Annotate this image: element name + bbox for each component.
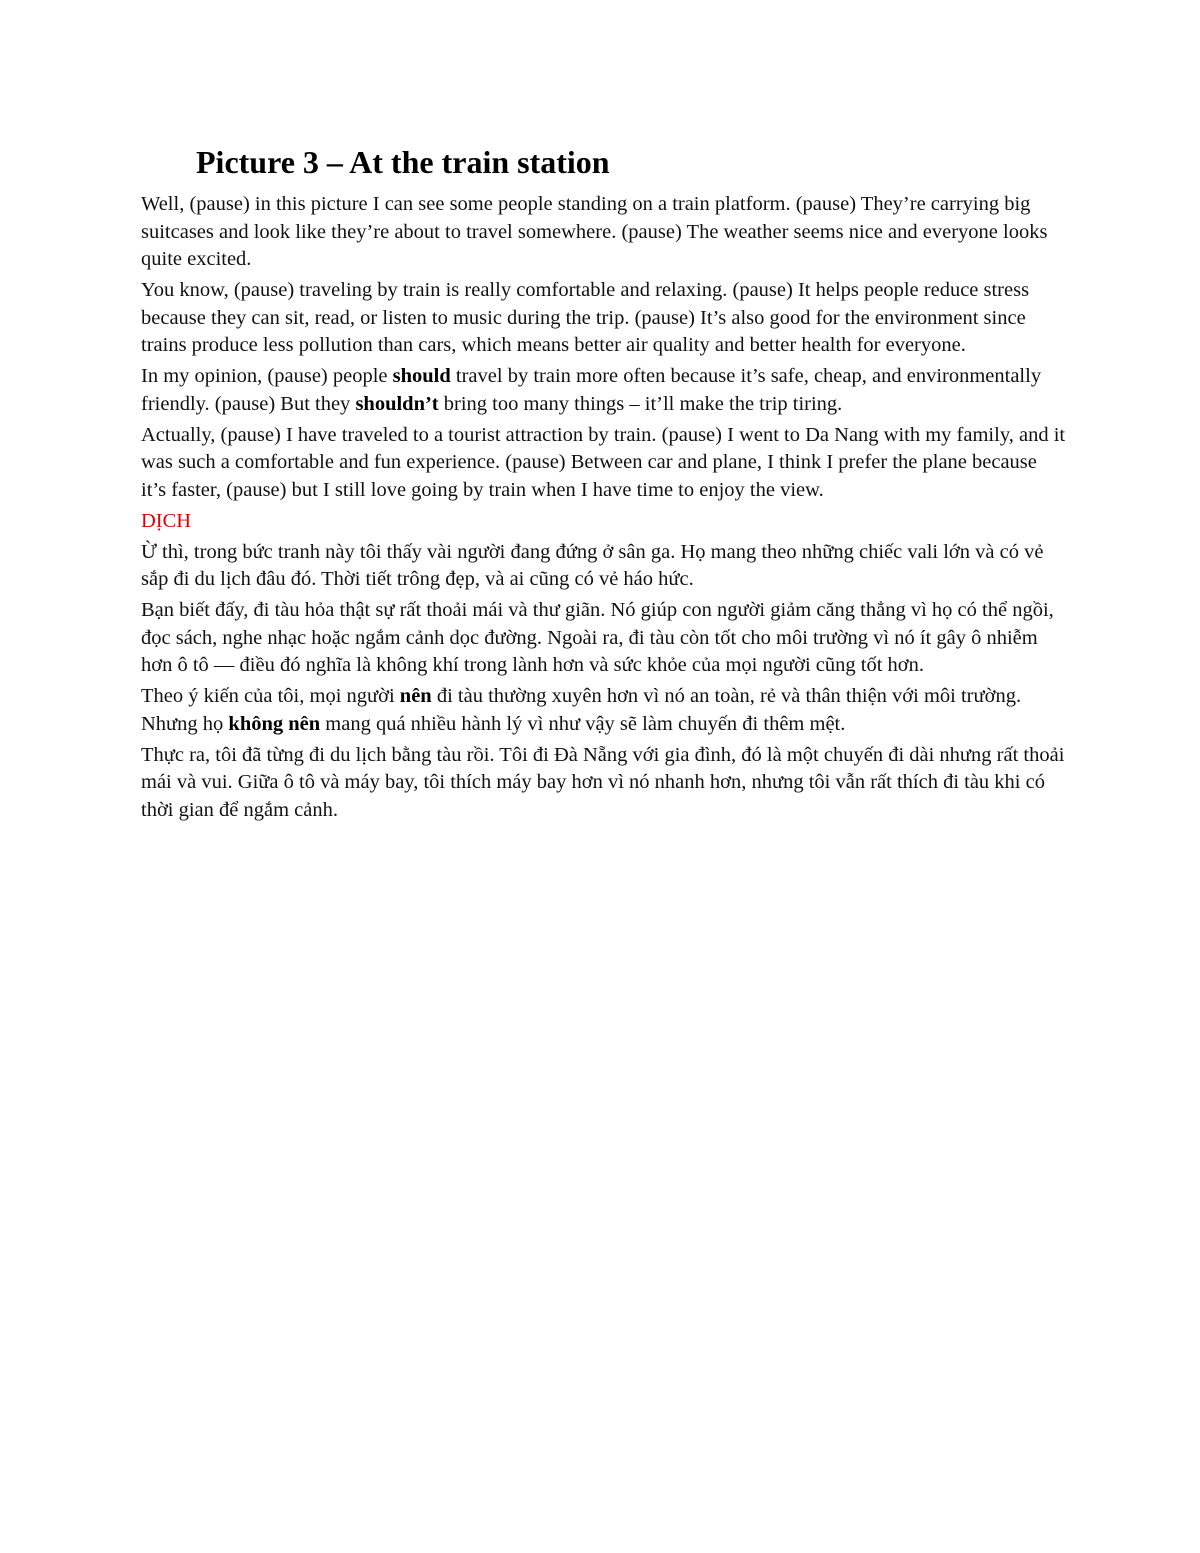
bold-nen: nên <box>399 685 432 707</box>
bold-should: should <box>392 365 451 387</box>
document-body <box>141 143 1066 828</box>
english-paragraph-4: Actually, (pause) I have traveled to a tourist attraction by train. (pause) I went to Da Nang with my family, and it was such a comfortable and fun experience. (pause) Between car and plane, I think I prefer the plane because it’s faster, (pause) but I still love going by train when I have time to enjoy the view. <box>141 423 1066 501</box>
translation-heading: DỊCH <box>141 509 192 532</box>
bold-shouldnt: shouldn’t <box>355 392 439 415</box>
vietnamese-paragraph-4: Thực ra, tôi đã từng đi du lịch bằng tàu rồi. Tôi đi Đà Nẵng với gia đình, đó là một chuyến đi dài nhưng rất thoải mái và vui. Giữa ô tô và máy bay, tôi thích máy bay hơn vì nó nhanh hơn, nhưng tôi vẫn rất thích đi tàu khi có thời gian để ngắm cảnh. <box>141 743 1065 821</box>
paragraph-text: mang quá nhiều hành lý vì như vậy sẽ làm chuyến đi thêm mệt. <box>320 712 846 735</box>
paragraph-text: đi tàu thường xuyên hơn vì nó an toàn, rẻ và thân thiện với môi trường. Nhưng họ <box>141 685 1022 735</box>
paragraph-text: travel by train more often because it’s safe, cheap, and environmentally friendly. (pause) But they <box>141 365 1042 415</box>
page-title: Picture 3 – At the train station <box>196 144 610 180</box>
english-paragraph-2: You know, (pause) traveling by train is really comfortable and relaxing. (pause) It helps people reduce stress because they can sit, read, or listen to music during the trip. (pause) It’s also good for the environment since trains produce less pollution than cars, which means better air quality and better health for everyone. <box>141 279 1030 356</box>
vietnamese-paragraph-2: Bạn biết đấy, đi tàu hỏa thật sự rất thoải mái và thư giãn. Nó giúp con người giảm căng thẳng vì họ có thể ngồi, đọc sách, nghe nhạc hoặc ngắm cảnh dọc đường. Ngoài ra, đi tàu còn tốt cho môi trường vì nó ít gây ô nhiễm hơn ô tô — điều đó nghĩa là không khí trong lành hơn và sức khỏe của mọi người cũng tốt hơn. <box>141 599 1054 676</box>
vietnamese-paragraph-1: Ừ thì, trong bức tranh này tôi thấy vài người đang đứng ở sân ga. Họ mang theo những chiếc vali lớn và có vẻ sắp đi du lịch đâu đó. Thời tiết trông đẹp, và ai cũng có vẻ háo hức. <box>141 540 1044 590</box>
english-paragraph-1: Well, (pause) in this picture I can see some people standing on a train platform. (pause) They’re carrying big suitcases and look like they’re about to travel somewhere. (pause) The weather seems nice and everyone looks quite excited. <box>141 193 1048 270</box>
bold-khong-nen: không nên <box>228 712 321 735</box>
paragraph-text: bring too many things – it’ll make the trip tiring. <box>438 392 843 415</box>
vietnamese-paragraph-3 <box>141 683 1066 738</box>
paragraph-text: In my opinion, (pause) people <box>141 365 393 387</box>
paragraph-text: Theo ý kiến của tôi, mọi người <box>141 685 400 707</box>
english-paragraph-3 <box>141 363 1066 418</box>
